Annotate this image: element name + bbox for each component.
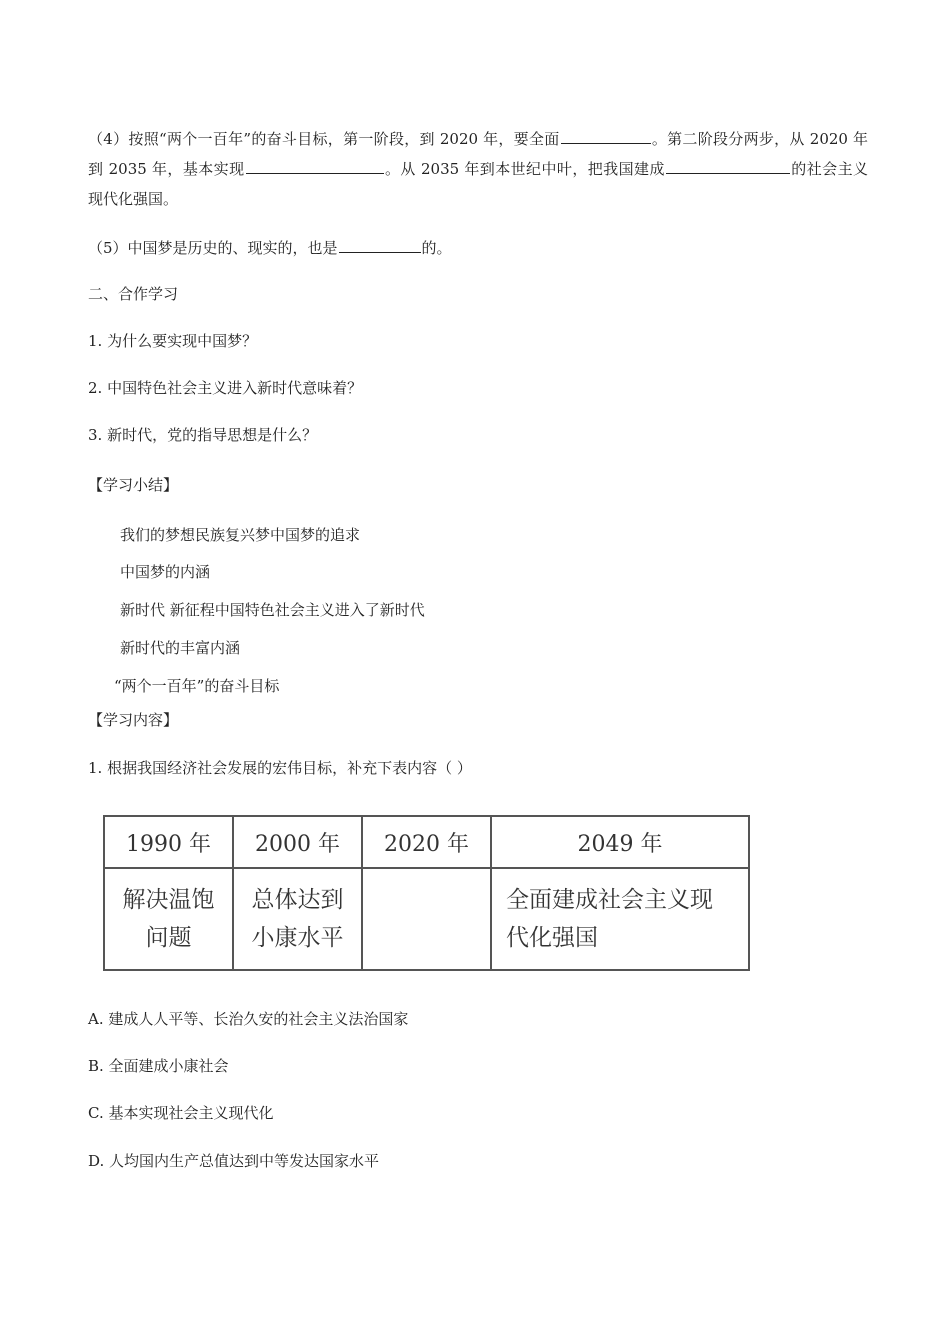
section-title-cooperative: 二、合作学习 [88, 285, 179, 303]
table-header-row [104, 816, 749, 868]
summary-item: 中国梦的内涵 [120, 563, 211, 581]
answer-blank-3[interactable] [666, 157, 790, 174]
table-cell-line: 解决温饱 [122, 887, 215, 913]
table-cell-line: 总体达到 [251, 887, 344, 913]
option-a[interactable]: A. 建成人人平等、长治久安的社会主义法治国家 [88, 1010, 409, 1028]
question-5-text-1: （5）中国梦是历史的、现实的，也是 [88, 239, 338, 257]
question-1: 1. 根据我国经济社会发展的宏伟目标，补充下表内容（ ） [88, 759, 472, 777]
cooperative-question-2: 2. 中国特色社会主义进入新时代意味着？ [88, 379, 363, 397]
answer-blank-2[interactable] [246, 157, 384, 174]
question-5-text-2: 的。 [421, 239, 452, 257]
question-4-text-1: （4）按照“两个一百年”的奋斗目标，第一阶段，到 2020 年，要全面 [88, 130, 560, 148]
question-4-text-3: 。从 2035 年到本世纪中叶，把我国建成 [384, 160, 665, 178]
summary-item: “两个一百年”的奋斗目标 [114, 677, 280, 695]
summary-item: 新时代 新征程中国特色社会主义进入了新时代 [120, 601, 425, 619]
table-header-cell: 2020 年 [362, 816, 491, 868]
option-c[interactable]: C. 基本实现社会主义现代化 [88, 1104, 274, 1122]
question-5 [88, 236, 452, 259]
table-cell [104, 868, 233, 970]
cooperative-question-1: 1. 为什么要实现中国梦？ [88, 332, 258, 350]
table-cell-empty[interactable] [362, 868, 491, 970]
question-4-text-4: 的社会主义现代化强国。 [88, 160, 868, 208]
summary-title: 【学习小结】 [88, 476, 179, 494]
table-cell-line: 全面建成社会主义现 [506, 887, 713, 913]
goals-table [103, 815, 750, 971]
cooperative-question-3: 3. 新时代，党的指导思想是什么？ [88, 426, 318, 444]
table-cell [491, 868, 749, 970]
table-cell-line: 小康水平 [251, 925, 344, 951]
table-header-cell: 1990 年 [104, 816, 233, 868]
table-header-cell: 2049 年 [491, 816, 749, 868]
summary-item: 我们的梦想民族复兴梦中国梦的追求 [120, 526, 361, 544]
table-cell-line: 代化强国 [506, 925, 598, 951]
table-cell-line: 问题 [145, 925, 192, 951]
table-row [104, 868, 749, 970]
answer-blank-1[interactable] [561, 127, 651, 144]
answer-blank-4[interactable] [339, 236, 421, 253]
question-4 [88, 124, 868, 214]
option-d[interactable]: D. 人均国内生产总值达到中等发达国家水平 [88, 1152, 380, 1170]
summary-item: 新时代的丰富内涵 [120, 639, 241, 657]
table-header-cell: 2000 年 [233, 816, 362, 868]
question-4-text-2: 。第二阶段分两步，从 2020 年到 2035 年，基本实现 [88, 130, 869, 178]
content-title: 【学习内容】 [88, 711, 179, 729]
table-cell [233, 868, 362, 970]
option-b[interactable]: B. 全面建成小康社会 [88, 1057, 229, 1075]
